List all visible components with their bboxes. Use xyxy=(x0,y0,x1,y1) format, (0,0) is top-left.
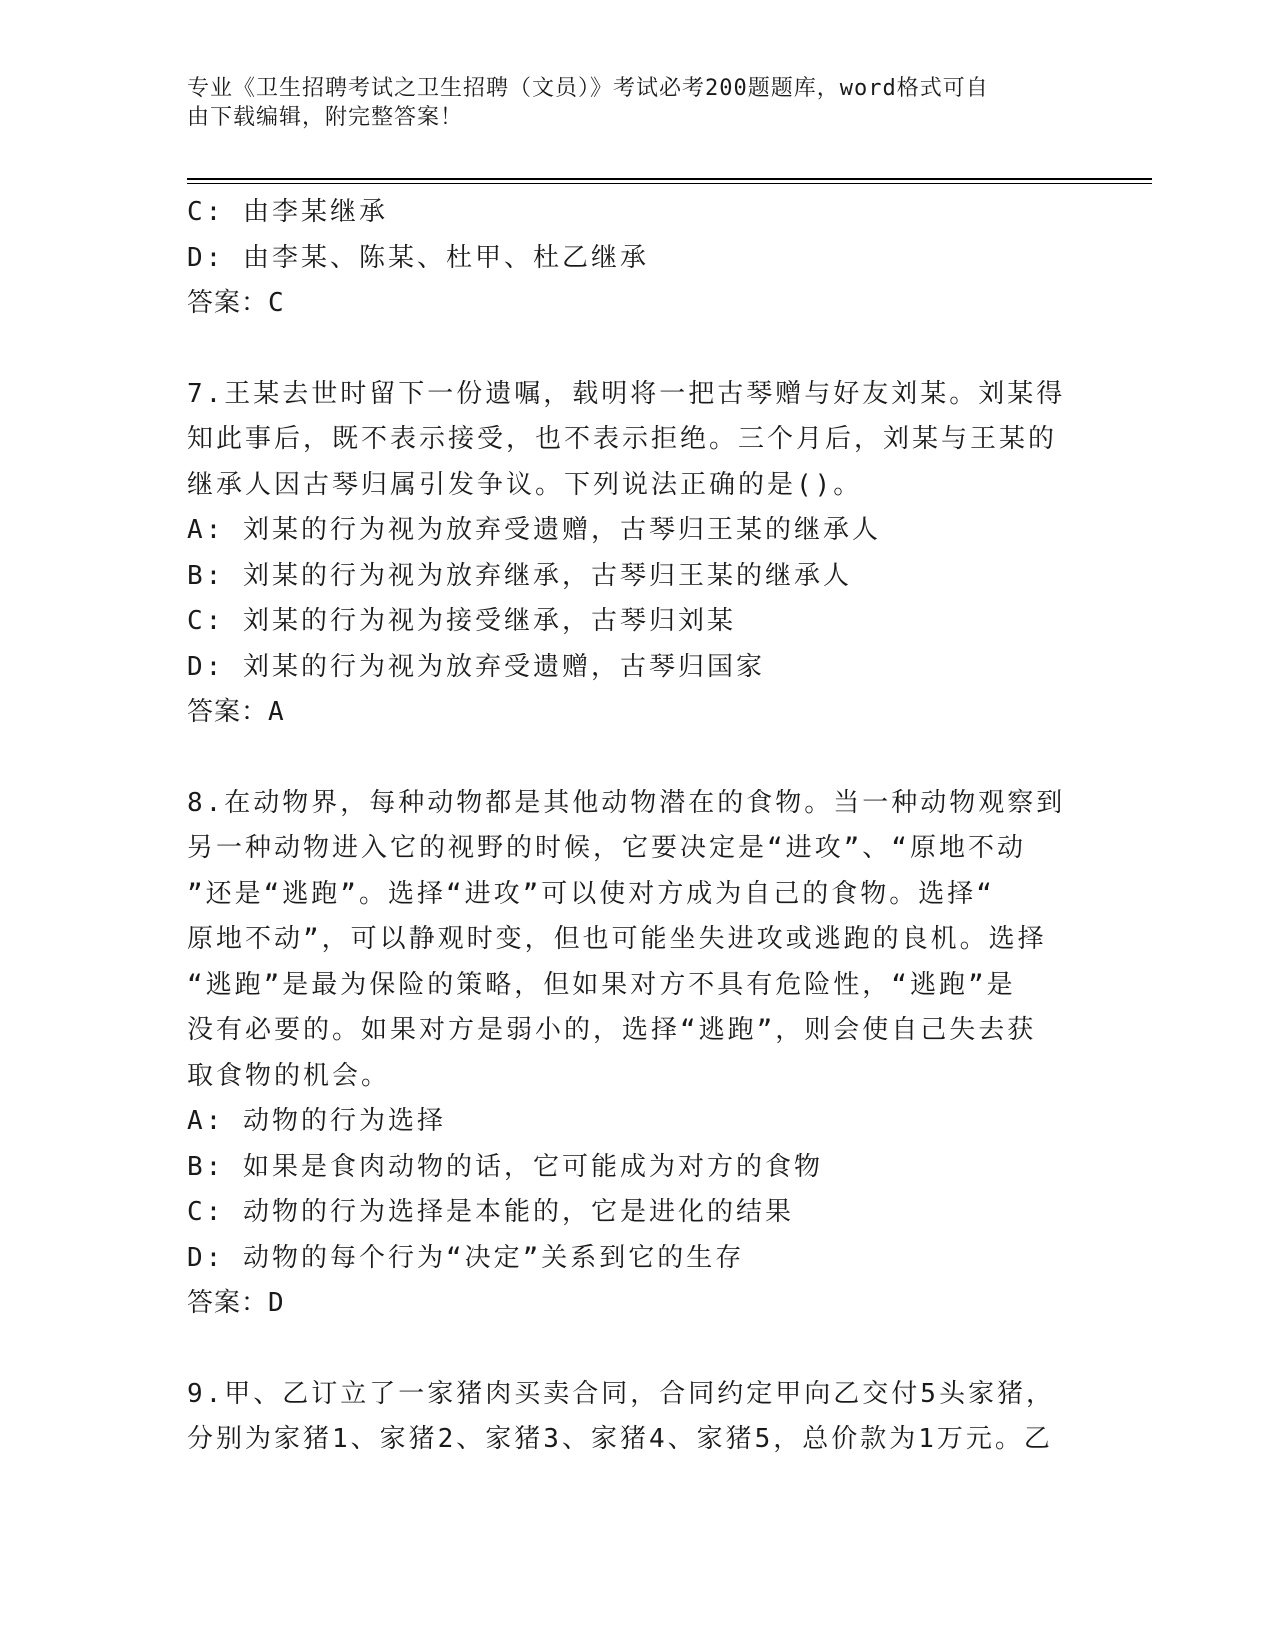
answer-line xyxy=(187,281,1107,327)
question-stem-line: ”还是“逃跑”。选择“进攻”可以使对方成为自己的食物。选择“ xyxy=(187,878,995,909)
question-9 xyxy=(187,1372,1107,1463)
question-stem-line: 9.甲、乙订立了一家猪肉买卖合同，合同约定甲向乙交付5头家猪， xyxy=(187,1378,1055,1409)
answer-value: C xyxy=(268,288,285,318)
header-divider-thick xyxy=(187,178,1152,180)
question-stem-line: 没有必要的。如果对方是弱小的，选择“逃跑”，则会使自己失去获 xyxy=(187,1015,1037,1045)
question-stem-line: 原地不动”，可以静观时变，但也可能坐失进攻或逃跑的良机。选择 xyxy=(187,924,1047,954)
question-spacer xyxy=(187,1327,1107,1372)
answer-line xyxy=(187,1281,1107,1327)
option-d: D: 由李某、陈某、杜甲、杜乙继承 xyxy=(187,242,649,273)
header-title-line-2: 由下载编辑，附完整答案！ xyxy=(187,105,464,130)
document-header xyxy=(187,74,1067,132)
question-stem-line: 分别为家猪1、家猪2、家猪3、家猪4、家猪5，总价款为1万元。乙 xyxy=(187,1424,1053,1454)
question-stem-line: 继承人因古琴归属引发争议。下列说法正确的是()。 xyxy=(187,469,863,500)
option-b: B: 如果是食肉动物的话，它可能成为对方的食物 xyxy=(187,1151,823,1182)
header-title-line-1: 专业《卫生招聘考试之卫生招聘（文员）》考试必考200题题库，word格式可自 xyxy=(187,76,989,101)
question-7 xyxy=(187,372,1107,736)
answer-value: A xyxy=(268,697,285,727)
option-a: A: 动物的行为选择 xyxy=(187,1106,446,1136)
header-divider-thin xyxy=(187,183,1152,184)
document-body xyxy=(187,190,1107,1463)
option-c: C: 动物的行为选择是本能的，它是进化的结果 xyxy=(187,1197,794,1227)
question-stem-line: 取食物的机会。 xyxy=(187,1060,391,1091)
answer-line xyxy=(187,690,1107,736)
question-spacer xyxy=(187,327,1107,372)
question-stem-line: “逃跑”是最为保险的策略，但如果对方不具有危险性，“逃跑”是 xyxy=(187,969,1016,1000)
option-c: C: 由李某继承 xyxy=(187,197,388,227)
question-stem-line: 8.在动物界，每种动物都是其他动物潜在的食物。当一种动物观察到 xyxy=(187,787,1066,818)
option-b: B: 刘某的行为视为放弃继承，古琴归王某的继承人 xyxy=(187,560,852,591)
question-stem-line: 另一种动物进入它的视野的时候，它要决定是“进攻”、“原地不动 xyxy=(187,833,1026,863)
question-6-continuation xyxy=(187,190,1107,327)
answer-label: 答案： xyxy=(187,288,269,318)
question-stem-line: 7.王某去世时留下一份遗嘱，载明将一把古琴赠与好友刘某。刘某得 xyxy=(187,378,1066,409)
option-c: C: 刘某的行为视为接受继承，古琴归刘某 xyxy=(187,606,736,636)
answer-label: 答案： xyxy=(187,1288,269,1318)
option-a: A: 刘某的行为视为放弃受遗赠，古琴归王某的继承人 xyxy=(187,515,881,545)
question-spacer xyxy=(187,736,1107,781)
question-8 xyxy=(187,781,1107,1327)
question-stem-line: 知此事后，既不表示接受，也不表示拒绝。三个月后，刘某与王某的 xyxy=(187,424,1058,454)
answer-value: D xyxy=(268,1288,285,1318)
answer-label: 答案： xyxy=(187,697,269,727)
option-d: D: 动物的每个行为“决定”关系到它的生存 xyxy=(187,1242,745,1273)
option-d: D: 刘某的行为视为放弃受遗赠，古琴归国家 xyxy=(187,651,765,682)
